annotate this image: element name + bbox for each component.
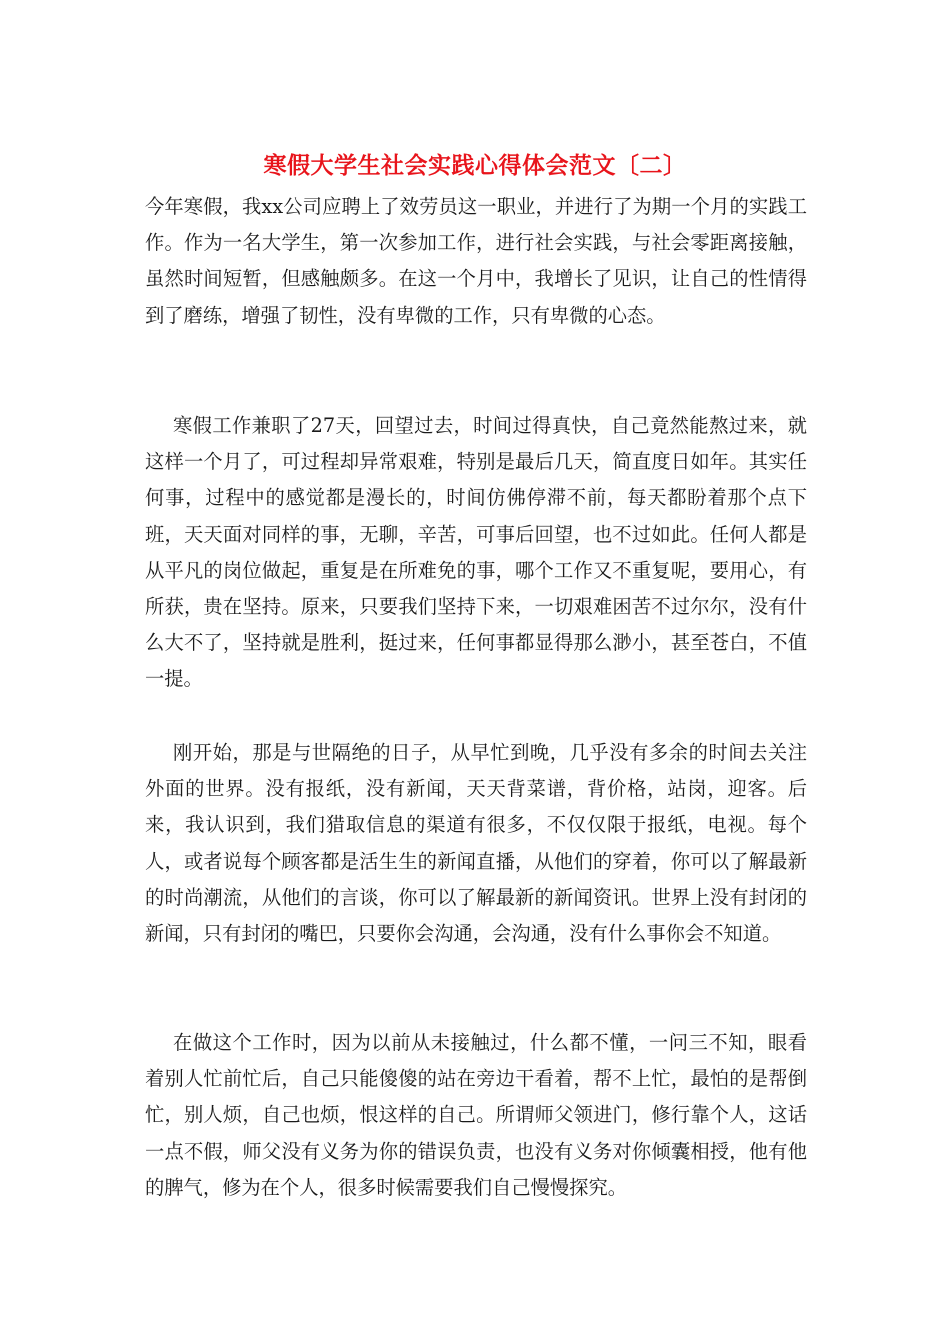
paragraph-3: 刚开始，那是与世隔绝的日子，从早忙到晚，几乎没有多余的时间去关注外面的世界。没有报纸，没有新闻，天天背菜谱，背价格，站岗，迎客。后来，我认识到，我们猎取信息的渠道有很多，不仅仅限于报纸，电视。每个人，或者说每个顾客都是活生生的新闻直播，从他们的穿着，你可以了解最新的时尚潮流，从他们的言谈，你可以了解最新的新闻资讯。世界上没有封闭的新闻，只有封闭的嘴巴，只要你会沟通，会沟通，没有什么事你会不知道。 <box>145 741 807 946</box>
document-title: 寒假大学生社会实践心得体会范文〔二〕 <box>263 152 687 179</box>
paragraph-1: 今年寒假，我xx公司应聘上了效劳员这一职业，并进行了为期一个月的实践工作。作为一名大学生，第一次参加工作，进行社会实践，与社会零距离接触，虽然时间短暂，但感触颇多。在这一个月中，我增长了见识，让自己的性情得到了磨练，增强了韧性，没有卑微的工作，只有卑微的心态。 <box>145 195 807 327</box>
paragraph-4: 在做这个工作时，因为以前从未接触过，什么都不懂，一问三不知，眼看着别人忙前忙后，自己只能傻傻的站在旁边干看着，帮不上忙，最怕的是帮倒忙，别人烦，自己也烦，恨这样的自己。所谓师父领进门，修行靠个人，这话一点不假，师父没有义务为你的错误负责，也没有义务对你倾囊相授，他有他的脾气，修为在个人，很多时候需要我们自己慢慢探究。 <box>145 1031 807 1199</box>
paragraph-2: 寒假工作兼职了27天，回望过去，时间过得真快，自己竟然能熬过来，就这样一个月了，可过程却异常艰难，特别是最后几天，简直度日如年。其实任何事，过程中的感觉都是漫长的，时间仿佛停滞不前，每天都盼着那个点下班，天天面对同样的事，无聊，辛苦，可事后回望，也不过如此。任何人都是从平凡的岗位做起，重复是在所难免的事，哪个工作又不重复呢，要用心，有所获，贵在坚持。原来，只要我们坚持下来，一切艰难困苦不过尔尔，没有什么大不了，坚持就是胜利，挺过来，任何事都显得那么渺小，甚至苍白，不值一提。 <box>145 414 807 691</box>
